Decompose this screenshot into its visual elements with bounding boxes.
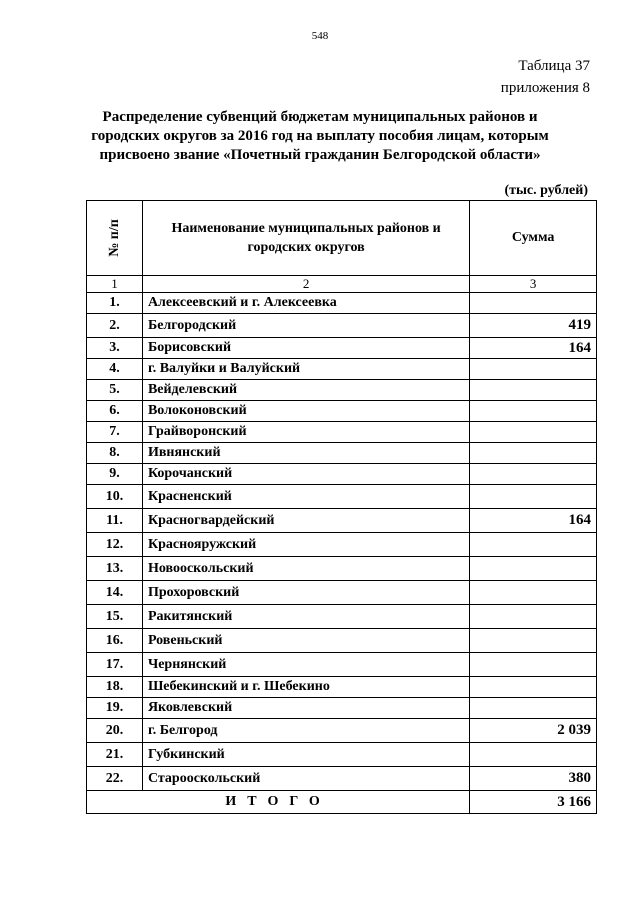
table-reference	[501, 55, 590, 99]
row-name: Красногвардейский	[142, 509, 469, 533]
row-number: 22.	[87, 767, 143, 791]
table-row	[87, 557, 597, 581]
row-number: 21.	[87, 743, 143, 767]
row-number: 8.	[87, 443, 143, 464]
column-index-row	[87, 276, 597, 293]
row-sum	[470, 743, 597, 767]
row-sum: 419	[470, 314, 597, 338]
row-name: г. Валуйки и Валуйский	[142, 359, 469, 380]
row-sum	[470, 464, 597, 485]
row-name: г. Белгород	[142, 719, 469, 743]
table-row	[87, 767, 597, 791]
row-name: Чернянский	[142, 653, 469, 677]
row-name: Новооскольский	[142, 557, 469, 581]
row-sum	[470, 401, 597, 422]
table-row	[87, 401, 597, 422]
table-row	[87, 314, 597, 338]
header-sum: Сумма	[470, 201, 597, 276]
row-name: Вейделевский	[142, 380, 469, 401]
row-sum	[470, 629, 597, 653]
table-row	[87, 509, 597, 533]
table-row	[87, 533, 597, 557]
row-number: 3.	[87, 338, 143, 359]
row-name: Белгородский	[142, 314, 469, 338]
row-sum: 2 039	[470, 719, 597, 743]
table-header-row	[87, 201, 597, 276]
subvention-table	[86, 200, 597, 814]
table-row	[87, 605, 597, 629]
header-name-line2: городских округов	[247, 240, 365, 255]
row-number: 17.	[87, 653, 143, 677]
row-number: 18.	[87, 677, 143, 698]
row-sum	[470, 293, 597, 314]
row-sum	[470, 557, 597, 581]
table-reference-line1: Таблица 37	[518, 58, 590, 74]
header-name	[142, 201, 469, 276]
table-row	[87, 359, 597, 380]
units-label: (тыс. рублей)	[504, 183, 588, 198]
row-sum	[470, 443, 597, 464]
row-name: Корочанский	[142, 464, 469, 485]
row-number: 10.	[87, 485, 143, 509]
total-label: ИТОГО	[87, 791, 470, 814]
row-sum: 164	[470, 509, 597, 533]
column-index: 2	[142, 276, 469, 293]
page-number: 548	[311, 30, 329, 42]
row-sum	[470, 380, 597, 401]
row-name: Борисовский	[142, 338, 469, 359]
row-number: 16.	[87, 629, 143, 653]
total-row	[87, 791, 597, 814]
row-sum	[470, 677, 597, 698]
row-number: 14.	[87, 581, 143, 605]
column-index: 3	[470, 276, 597, 293]
table-row	[87, 653, 597, 677]
row-name: Грайворонский	[142, 422, 469, 443]
row-name: Яковлевский	[142, 698, 469, 719]
row-name: Старооскольский	[142, 767, 469, 791]
title-line1: Распределение субвенций бюджетам муниципальных районов и	[102, 109, 538, 125]
row-name: Ровеньский	[142, 629, 469, 653]
row-number: 20.	[87, 719, 143, 743]
table-row	[87, 743, 597, 767]
row-number: 13.	[87, 557, 143, 581]
column-index: 1	[87, 276, 143, 293]
row-name: Ракитянский	[142, 605, 469, 629]
table-row	[87, 443, 597, 464]
row-sum	[470, 359, 597, 380]
title-line2: городских округов за 2016 год на выплату пособия лицам, которым	[91, 128, 549, 144]
row-name: Прохоровский	[142, 581, 469, 605]
row-number: 5.	[87, 380, 143, 401]
table-row	[87, 293, 597, 314]
row-sum	[470, 653, 597, 677]
table-row	[87, 380, 597, 401]
row-number: 7.	[87, 422, 143, 443]
row-number: 19.	[87, 698, 143, 719]
table-row	[87, 422, 597, 443]
row-number: 2.	[87, 314, 143, 338]
header-number-label: № п/п	[106, 219, 122, 257]
row-number: 4.	[87, 359, 143, 380]
row-sum: 164	[470, 338, 597, 359]
row-name: Красненский	[142, 485, 469, 509]
row-sum	[470, 581, 597, 605]
row-number: 15.	[87, 605, 143, 629]
row-name: Губкинский	[142, 743, 469, 767]
row-name: Краснояружский	[142, 533, 469, 557]
table-reference-line2: приложения 8	[500, 80, 590, 96]
table-row	[87, 629, 597, 653]
header-number	[87, 201, 143, 276]
table-row	[87, 464, 597, 485]
table-row	[87, 338, 597, 359]
document-title	[90, 108, 550, 165]
row-name: Волоконовский	[142, 401, 469, 422]
row-name: Ивнянский	[142, 443, 469, 464]
row-sum: 380	[470, 767, 597, 791]
table-row	[87, 698, 597, 719]
row-number: 9.	[87, 464, 143, 485]
table-row	[87, 719, 597, 743]
header-name-line1: Наименование муниципальных районов и	[171, 221, 441, 236]
row-sum	[470, 485, 597, 509]
table-row	[87, 485, 597, 509]
row-number: 6.	[87, 401, 143, 422]
table-row	[87, 677, 597, 698]
row-number: 1.	[87, 293, 143, 314]
row-name: Алексеевский и г. Алексеевка	[142, 293, 469, 314]
row-sum	[470, 698, 597, 719]
row-number: 11.	[87, 509, 143, 533]
row-sum	[470, 422, 597, 443]
title-line3: присвоено звание «Почетный гражданин Белгородской области»	[99, 147, 541, 163]
table-row	[87, 581, 597, 605]
row-sum	[470, 605, 597, 629]
row-sum	[470, 533, 597, 557]
total-sum: 3 166	[470, 791, 597, 814]
row-name: Шебекинский и г. Шебекино	[142, 677, 469, 698]
row-number: 12.	[87, 533, 143, 557]
